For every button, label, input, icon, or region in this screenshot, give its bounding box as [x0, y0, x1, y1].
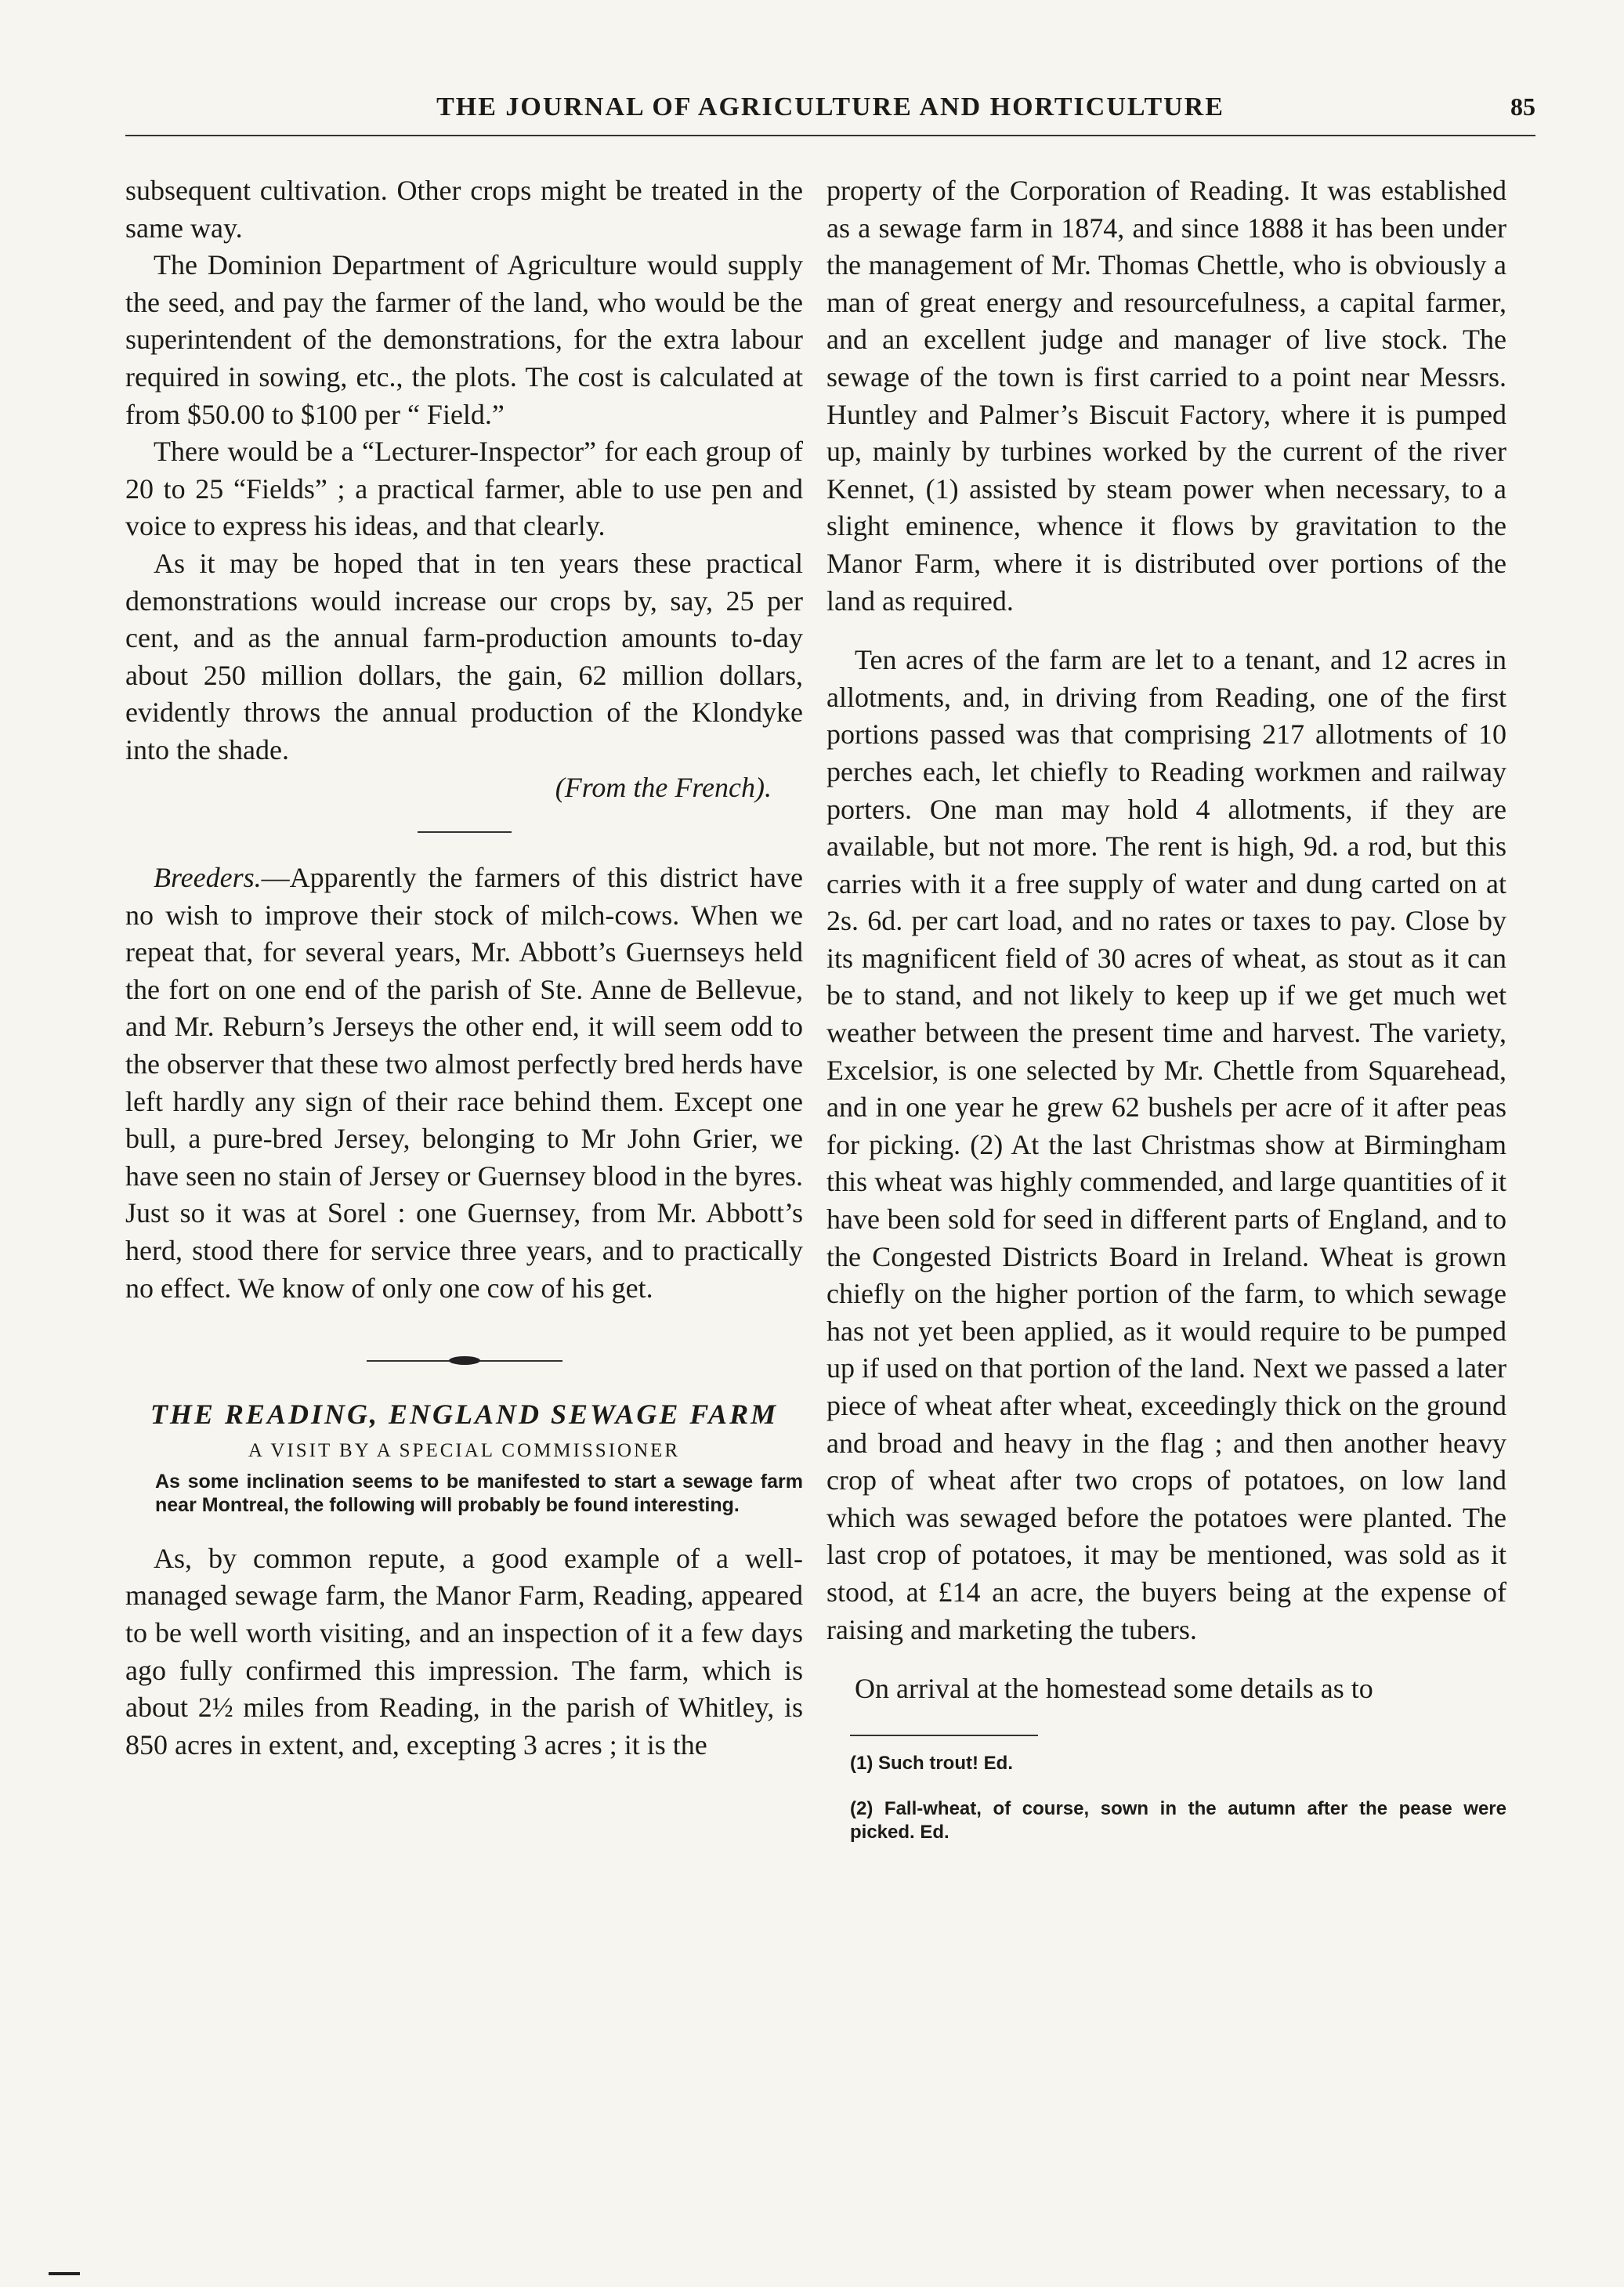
- ornament-divider: [367, 1357, 562, 1365]
- paragraph: Ten acres of the farm are let to a tenant, and 12 acres in allotments, and, in driving from Reading, one of the first portions passed was that comprising 217 allotments of 10 perches each, let chiefly to Reading workmen and railway porters. One man may hold 4 allotments, if they are available, but not more. The rent is high, 9d. a rod, but this carries with it a free supply of water and dung carted on at 2s. 6d. per cart load, and no rates or taxes to pay. Close by its magnificent field of 30 acres of wheat, as stout as it can be to stand, and not likely to keep up if we get much wet weather between the present time and harvest. The variety, Excelsior, is one selected by Mr. Chettle from Squarehead, and in one year he grew 62 bushels per acre of it after peas for picking. (2) At the last Christmas show at Birmingham this wheat was highly commended, and large quantities of it have been sold for seed in different parts of England, and to the Congested Districts Board in Ireland. Wheat is grown chiefly on the higher portion of the farm, to which sewage has not yet been applied, as it would require to be pumped up if used on that portion of the land. Next we passed a later piece of wheat after wheat, exceedingly thick on the ground and broad and heavy in the flag ; and then another heavy crop of wheat after two crops of potatoes, on low land which was sewaged before the potatoes were planted. The last crop of potatoes, it may be mentioned, was sold as it stood, at £14 an acre, the buyers being at the expense of raising and marketing the tubers.: [826, 644, 1506, 1645]
- paragraph: The Dominion Department of Agriculture would supply the seed, and pay the farmer of the land, who would be the superintendent of the demonstrations, for the extra labour required in sowing, etc., the plots. The cost is calculated at from $50.00 to $100 per “ Field.”: [125, 249, 803, 430]
- breeders-paragraph: [125, 859, 803, 1307]
- breeders-lead: Breeders.: [154, 862, 262, 894]
- footnote-1: (1) Such trout! Ed.: [850, 1752, 1013, 1774]
- section-rule: [418, 831, 512, 833]
- paragraph: subsequent cultivation. Other crops might be treated in the same way.: [125, 175, 803, 244]
- paragraph: There would be a “Lecturer-Inspector” for each group of 20 to 25 “Fields” ; a practical farmer, able to use pen and voice to express his ideas, and that clearly.: [125, 436, 803, 542]
- attribution: (From the French).: [555, 771, 772, 803]
- paragraph: As it may be hoped that in ten years these practical demonstrations would increase our crops by, say, 25 per cent, and as the annual farm-production amounts to-day about 250 million dollars, the gain, 62 million dollars, evidently throws the annual production of the Klondyke into the shade.: [125, 547, 803, 765]
- editor-intro: As some inclination seems to be manifested to start a sewage farm near Montreal, the following will probably be found interesting.: [155, 1470, 803, 1516]
- right-column: [826, 172, 1506, 1844]
- header-rule: [125, 135, 1535, 136]
- footnote-2: (2) Fall-wheat, of course, sown in the autumn after the pease were picked. Ed.: [850, 1797, 1506, 1843]
- paragraph: On arrival at the homestead some details as to: [855, 1673, 1373, 1705]
- running-header: [125, 92, 1535, 132]
- left-column: [125, 172, 803, 1764]
- journal-title: THE JOURNAL OF AGRICULTURE AND HORTICULTURE: [436, 92, 1224, 121]
- article-title: THE READING, ENGLAND SEWAGE FARM: [150, 1399, 779, 1431]
- footnote-rule: [850, 1735, 1038, 1736]
- paragraph: As, by common repute, a good example of a well-managed sewage farm, the Manor Farm, Reading, appeared to be well worth visiting, and an inspection of it a few days ago fully confirmed this impression. The farm, which is about 2½ miles from Reading, in the parish of Whitley, is 850 acres in extent, and, excepting 3 acres ; it is the: [125, 1542, 803, 1760]
- paragraph: property of the Corporation of Reading. It was established as a sewage farm in 1874, and since 1888 it has been under the management of Mr. Thomas Chettle, who is obviously a man of great energy and resourcefulness, a capital farmer, and an excellent judge and manager of live stock. The sewage of the town is first carried to a point near Messrs. Huntley and Palmer’s Biscuit Factory, where it is pumped up, mainly by turbines worked by the current of the river Kennet, (1) assisted by steam power when necessary, to a slight eminence, whence it flows by gravitation to the Manor Farm, where it is distributed over portions of the land as required.: [826, 175, 1506, 617]
- breeders-text: —Apparently the farmers of this district have no wish to improve their stock of milch-cows. When we repeat that, for several years, Mr. Abbott’s Guernseys held the fort on one end of the parish of Ste. Anne de Bellevue, and Mr. Reburn’s Jerseys the other end, it will seem odd to the observer that these two almost perfectly bred herds have left hardly any sign of their race behind them. Except one bull, a pure-bred Jersey, belonging to Mr John Grier, we have seen no stain of Jersey or Guernsey blood in the byres. Just so it was at Sorel : one Guernsey, from Mr. Abbott’s herd, stood there for service three years, and to practically no effect. We know of only one cow of his get.: [125, 862, 803, 1304]
- article-subtitle: A VISIT BY A SPECIAL COMMISSIONER: [248, 1440, 681, 1462]
- margin-mark: [49, 2272, 80, 2275]
- page-number: 85: [1510, 92, 1535, 121]
